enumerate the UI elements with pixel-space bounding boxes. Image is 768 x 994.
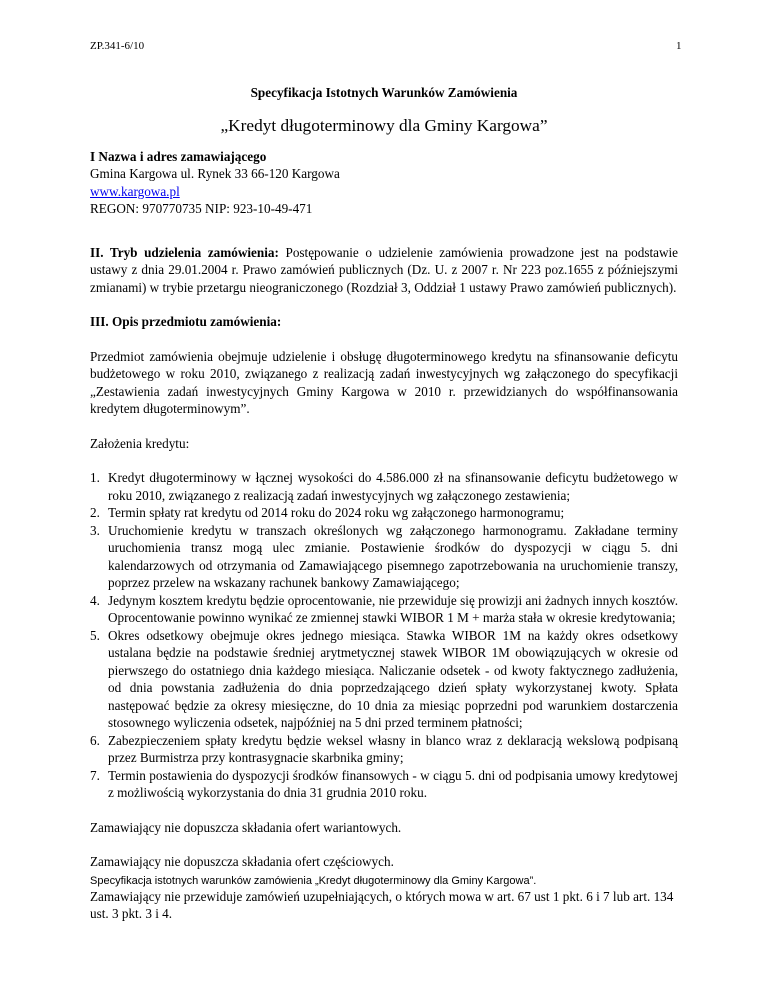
list-item: 1. Kredyt długoterminowy w łącznej wysokości do 4.586.000 zł na sfinansowanie deficytu budżetowego w roku 2010, związanego z realizacją zadań inwestycyjnych wg załączonego zestawienia;	[90, 470, 678, 503]
list-item: 2. Termin spłaty rat kredytu od 2014 roku do 2024 roku wg załączonego harmonogramu;	[90, 505, 565, 520]
section3-intro: Przedmiot zamówienia obejmuje udzielenie i obsługę długoterminowego kredytu na sfinansowanie deficytu budżetowego w roku 2010, związanego z realizacją zadań inwestycyjnych wg załączonego do specyfikacji „Zestawienia zadań inwestycyjnych Gminy Kargowa w 2010 r. przewidzianych do współfinansowania kredytem długoterminowym”.	[90, 348, 678, 416]
list-item: 4. Jedynym kosztem kredytu będzie oprocentowanie, nie przewiduje się prowizji ani żadnych innych kosztów. Oprocentowanie powinno wynikać ze zmiennej stawki WIBOR 1 M + marża stała w okresie kredytowania;	[90, 592, 678, 625]
document-subject: „Kredyt długoterminowy dla Gminy Kargowa”	[220, 115, 548, 135]
note-variant-offers: Zamawiający nie dopuszcza składania ofert wariantowych.	[90, 819, 402, 835]
document-number: ZP.341-6/10	[90, 40, 145, 52]
section-procedure	[90, 244, 678, 297]
page-footer: Specyfikacja istotnych warunków zamówienia „Kredyt długoterminowy dla Gminy Kargowa”.	[90, 875, 537, 887]
authority-address: Gmina Kargowa ul. Rynek 33 66-120 Kargowa	[90, 166, 340, 181]
document-body	[90, 84, 678, 923]
page-number: 1	[676, 40, 682, 52]
note-supplementary-orders: Zamawiający nie przewiduje zamówień uzupełniających, o których mowa w art. 67 ust 1 pkt. 6 i 7 lub art. 134 ust. 3 pkt. 3 i 4.	[90, 888, 674, 921]
document-title: Specyfikacja Istotnych Warunków Zamówienia	[250, 85, 518, 100]
section3-heading: III. Opis przedmiotu zamówienia:	[90, 314, 282, 329]
conditions-label: Założenia kredytu:	[90, 435, 190, 451]
note-partial-offers: Zamawiający nie dopuszcza składania ofert częściowych.	[90, 854, 394, 869]
section-contracting-authority	[90, 148, 678, 218]
list-item: 3. Uruchomienie kredytu w transzach określonych wg załączonego harmonogramu. Zakładane terminy uruchomienia transz mogą ulec zmianie. Postawienie środków do dyspozycji w ciągu 5. dni kalendarzowych od otrzymania od Zamawiającego pisemnego zapotrzebowania na uruchomienie transzy, poprzez przelew na wskazany rachunek bankowy Zamawiającego;	[90, 522, 678, 590]
list-item: 6. Zabezpieczeniem spłaty kredytu będzie weksel własny in blanco wraz z deklaracją wekslową podpisaną przez Burmistrza przy kontrasygnacie skarbnika gminy;	[90, 732, 678, 765]
list-item: 5. Okres odsetkowy obejmuje okres jednego miesiąca. Stawka WIBOR 1M na każdy okres odsetkowy ustalana będzie na podstawie średniej arytmetycznej stawek WIBOR 1M obowiązujących w okresie od pierwszego do ostatniego dnia każdego miesiąca. Naliczanie odsetek - od kwoty faktycznego zadłużenia, od dnia powstania zadłużenia do dnia poprzedzającego dzień spłaty wykorzystanej kwoty. Spłata następować będzie za okresy miesięczne, do 10 dnia za miesiąc poprzedni pod warunkiem dostarczenia stosownego wyliczenia odsetek, najpóźniej na 5 dni przed terminem płatności;	[90, 627, 678, 730]
website-link[interactable]: www.kargowa.pl	[90, 183, 180, 199]
conditions-list	[90, 469, 678, 802]
section1-heading: I Nazwa i adres zamawiającego	[90, 148, 267, 164]
list-item: 7. Termin postawienia do dyspozycji środków finansowych - w ciągu 5. dni od podpisania umowy kredytowej z możliwością wykorzystania do dnia 31 grudnia 2010 roku.	[90, 767, 678, 800]
section2-text: Postępowanie o udzielenie zamówienia prowadzone jest na podstawie ustawy z dnia 29.01.2004 r. Prawo zamówień publicznych (Dz. U. z 2007 r. Nr 223 poz.1655 z późniejszymi zmianami) w trybie przetargu nieograniczonego (Rozdział 3, Oddział 1 ustawy Prawo zamówień publicznych).	[90, 244, 679, 295]
authority-ids: REGON: 970770735 NIP: 923-10-49-471	[90, 201, 313, 216]
section2-heading: II. Tryb udzielenia zamówienia:	[90, 244, 279, 260]
